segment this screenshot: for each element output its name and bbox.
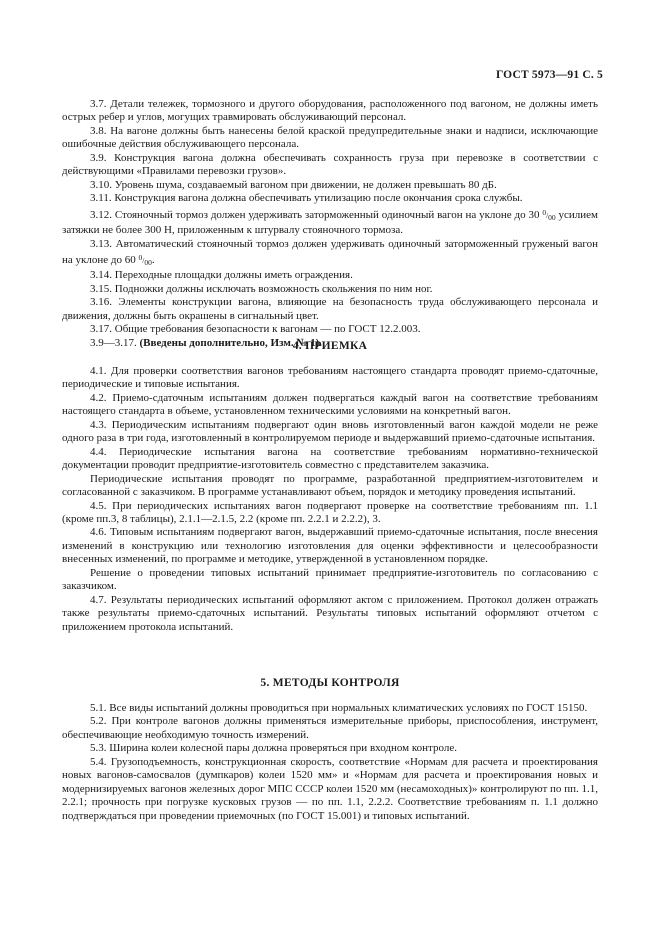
paragraph-4-6-continued: Решение о проведении типовых испытаний принимает предприятие-изготовитель по согласованию с заказчиком. [62, 566, 598, 593]
paragraph-3-12-text-b: усилием затяжки не более 300 Н, приложенным к штурвалу стояночного тормоза. [62, 208, 599, 237]
paragraph-4-1: 4.1. Для проверки соответствия вагонов требованиям настоящего стандарта проводят приемо-сдаточные, периодические и типовые испытания. [62, 365, 598, 391]
amendment-text: (Введены дополнительно, Изм. № 1). [139, 336, 323, 349]
paragraph-4-7: 4.7. Результаты периодических испытаний оформляют актом с приложением. Протокол должен отражать также результаты приемо-сдаточных испытаний. Результаты типовых испытаний оформляют отчетом с приложением протокола испытаний. [62, 593, 598, 633]
section-5-body [62, 702, 598, 823]
paragraph-5-4: 5.4. Грузоподъемность, конструкционная скорость, соответствие «Нормам для расчета и проектирования новых вагонов-самосвалов (думпкаров) колеи 1520 мм» и «Нормам для расчета и проектирования новых и модернизируемых вагонов железных дорог МПС СССР колеи 1520 мм (несамоходных)» контролируют по пп. 1.1, 2.2.1; прочность при погрузке кусковых грузов — по пп. 1.1, 2.2.2. Соответствие требованиям п. 1.1 должно подтверждаться при проведении приемочных (по ГОСТ 15.001) и типовых испытаний. [62, 755, 598, 822]
paragraph-3-15: 3.15. Подножки должны исключать возможность скольжения по ним ног. [90, 282, 433, 295]
paragraph-4-6: 4.6. Типовым испытаниям подвергают вагон, выдержавший приемо-сдаточные испытания, после внесения изменений в конструкцию или технологию изготовления для оценки эффективности и целесообразности внесенных изменений, по программе и методике, утвержденной в установленном порядке. [62, 526, 598, 566]
fraction-denominator: 00 [548, 212, 556, 222]
paragraph-5-3: 5.3. Ширина колеи колесной пары должна проверяться при входном контроле. [90, 742, 457, 755]
paragraph-4-2: 4.2. Приемо-сдаточным испытаниям должен подвергаться каждый вагон на соответствие требованиям настоящего стандарта в объеме, установленном техническими условиями на конкретный вагон. [62, 391, 598, 418]
fraction-denominator: 00 [144, 257, 152, 267]
permille-fraction: 0/00 [138, 252, 152, 267]
paragraph-3-17: 3.17. Общие требования безопасности к вагонам — по ГОСТ 12.2.003. [90, 323, 421, 336]
fraction-numerator: 0 [542, 207, 547, 217]
fraction-numerator: 0 [138, 252, 143, 262]
paragraph-3-16: 3.16. Элементы конструкции вагона, влияющие на безопасность труда обслуживающего персонала и движения, должны быть окрашены в сигнальный цвет. [62, 296, 598, 322]
paragraph-3-13-text-b: . [151, 253, 155, 266]
paragraph-3-14: 3.14. Переходные площадки должны иметь ограждения. [90, 269, 353, 282]
permille-fraction: 0/00 [542, 207, 556, 222]
paragraph-4-5: 4.5. При периодических испытаниях вагон подвергают проверке на соответствие требованиям пп. 1.1 (кроме пп.3, 8 таблицы), 2.1.1—2.1.5, 2.2 (кроме пп. 2.2.1 и 2.2.2), 3. [62, 499, 598, 525]
section3-continued [62, 98, 598, 350]
section-5-title: 5. МЕТОДЫ КОНТРОЛЯ [260, 677, 400, 689]
amendment-range: 3.9—3.17. [90, 336, 137, 349]
section-4-body [62, 365, 598, 634]
paragraph-3-10: 3.10. Уровень шума, создаваемый вагоном при движении, не должен превышать 80 дБ. [90, 178, 497, 191]
paragraph-4-3: 4.3. Периодическим испытаниям подвергают один вновь изготовленный вагон каждой модели не реже одного раза в три года, изготовленный в контролируемом периоде и выдержавший приемо-сдаточные испытания. [62, 418, 598, 445]
section-4-title: 4. ПРИЕМКА [292, 340, 368, 352]
page-header: ГОСТ 5973—91 С. 5 [495, 69, 603, 81]
paragraph-3-8: 3.8. На вагоне должны быть нанесены белой краской предупредительные знаки и надписи, исключающие ошибочные действия обслуживающего персонала. [62, 124, 598, 151]
paragraph-3-12-text-a: 3.12. Стояночный тормоз должен удерживать заторможенный одиночный вагон на уклоне до 30 [90, 208, 540, 221]
paragraph-3-13 [62, 238, 598, 270]
paragraph-4-4-continued: Периодические испытания проводят по программе, разработанной предприятием-изготовителем и согласованной с заказчиком. В программе устанавливают объем, порядок и методику проведения испытаний. [62, 472, 598, 499]
paragraph-3-9: 3.9. Конструкция вагона должна обеспечивать сохранность груза при перевозке в соответствии с действующими «Правилами перевозки грузов». [62, 151, 598, 178]
paragraph-4-4: 4.4. Периодические испытания вагона на соответствие требованиям нормативно-технической документации проводит предприятие-изготовитель совместно с представителем заказчика. [62, 445, 598, 472]
paragraph-3-7: 3.7. Детали тележек, тормозного и другого оборудования, расположенного под вагоном, не должны иметь острых ребер и углов, могущих травмировать обслуживающий персонал. [62, 98, 598, 124]
paragraph-5-2: 5.2. При контроле вагонов должны применяться измерительные приборы, приспособления, инструмент, обеспечивающие необходимую точность измерений. [62, 715, 598, 741]
paragraph-3-11: 3.11. Конструкция вагона должна обеспечивать утилизацию после окончания срока службы. [90, 192, 523, 205]
paragraph-5-1: 5.1. Все виды испытаний должны проводиться при нормальных климатических условиях по ГОСТ 15150. [90, 702, 588, 714]
paragraph-3-13-text-a: 3.13. Автоматический стояночный тормоз должен удерживать одиночный заторможенный груженый вагон на уклоне до 60 [62, 237, 598, 266]
paragraph-3-12 [62, 206, 598, 238]
